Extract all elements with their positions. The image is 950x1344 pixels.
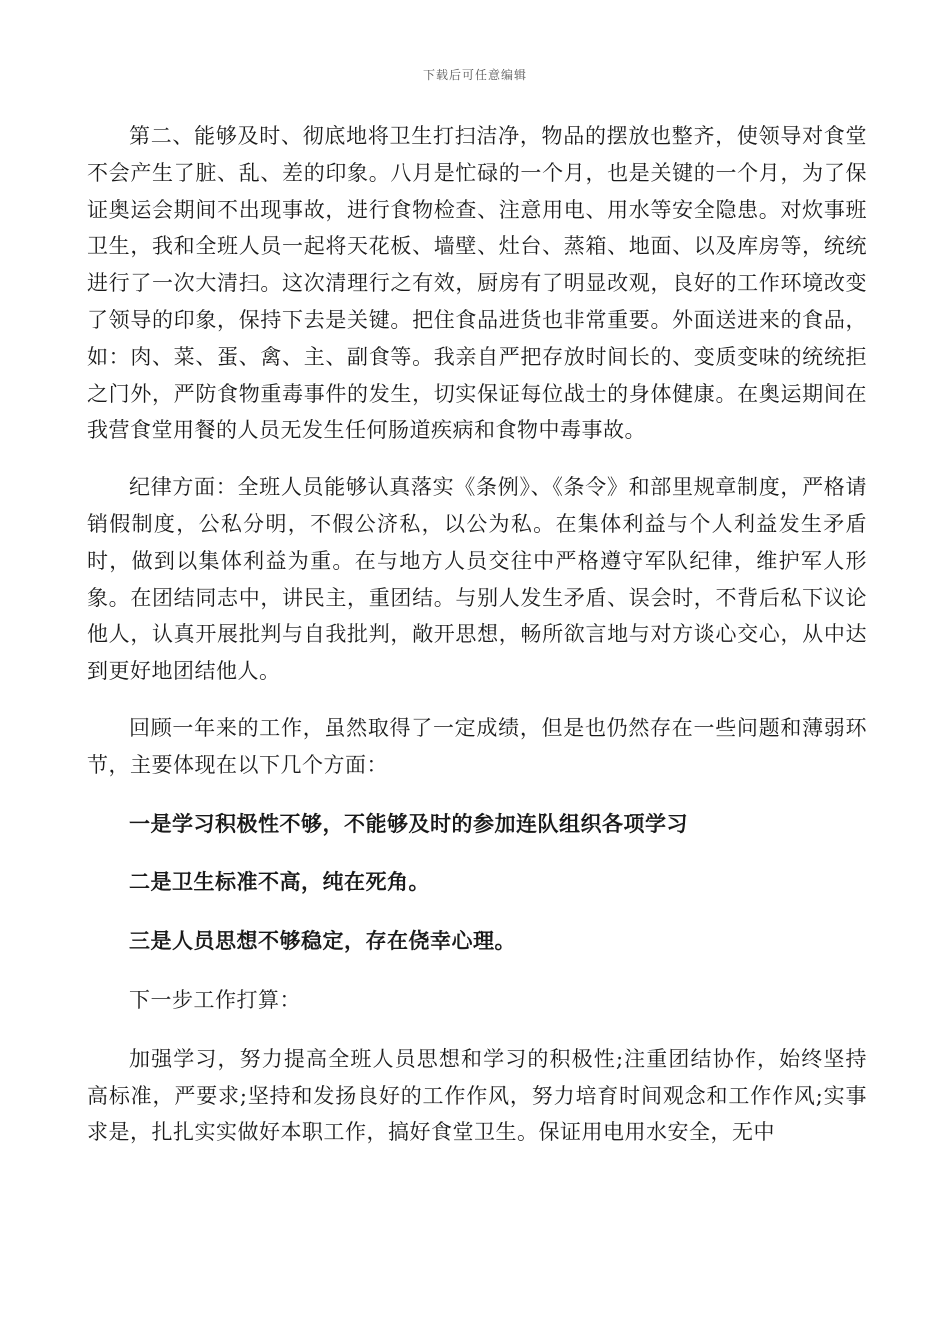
paragraph-plan: 加强学习，努力提高全班人员思想和学习的积极性;注重团结协作，始终坚持高标准，严要求;坚持和发扬良好的工作作风，努力培育时间观念和工作作风;实事求是，扎扎实实做好本职工作，搞好食堂卫生。保证用电用水安全，无中 xyxy=(87,1046,867,1145)
problem-item-3: 三是人员思想不够稳定，存在侥幸心理。 xyxy=(129,928,516,954)
paragraph-discipline: 纪律方面：全班人员能够认真落实《条例》、《条令》和部里规章制度，严格请销假制度，公私分明，不假公济私，以公为私。在集体利益与个人利益发生矛盾时，做到以集体利益为重。在与地方人员交往中严格遵守军队纪律，维护军人形象。在团结同志中，讲民主，重团结。与别人发生矛盾、误会时，不背后私下议论他人，认真开展批判与自我批判，敞开思想，畅所欲言地与对方谈心交心，从中达到更好地团结他人。 xyxy=(87,475,867,684)
problem-item-1: 一是学习积极性不够，不能够及时的参加连队组织各项学习 xyxy=(129,810,688,836)
paragraph-review: 回顾一年来的工作，虽然取得了一定成绩，但是也仍然存在一些问题和薄弱环节，主要体现在以下几个方面： xyxy=(87,715,867,777)
document-body xyxy=(87,118,867,1151)
next-steps-heading: 下一步工作打算： xyxy=(129,987,301,1012)
paragraph-hygiene: 第二、能够及时、彻底地将卫生打扫洁净，物品的摆放也整齐，使领导对食堂不会产生了脏、乱、差的印象。八月是忙碌的一个月，也是关键的一个月，为了保证奥运会期间不出现事故，进行食物检查、注意用电、用水等安全隐患。对炊事班卫生，我和全班人员一起将天花板、墙壁、灶台、蒸箱、地面、以及库房等，统统进行了一次大清扫。这次清理行之有效，厨房有了明显改观，良好的工作环境改变了领导的印象，保持下去是关键。把住食品进货也非常重要。外面送进来的食品，如：肉、菜、蛋、禽、主、副食等。我亲自严把存放时间长的、变质变味的统统拒之门外，严防食物重毒事件的发生，切实保证每位战士的身体健康。在奥运期间在我营食堂用餐的人员无发生任何肠道疾病和食物中毒事故。 xyxy=(87,124,867,443)
page-header: 下载后可任意编辑 xyxy=(422,68,527,82)
problem-item-2: 二是卫生标准不高，纯在死角。 xyxy=(129,869,430,895)
